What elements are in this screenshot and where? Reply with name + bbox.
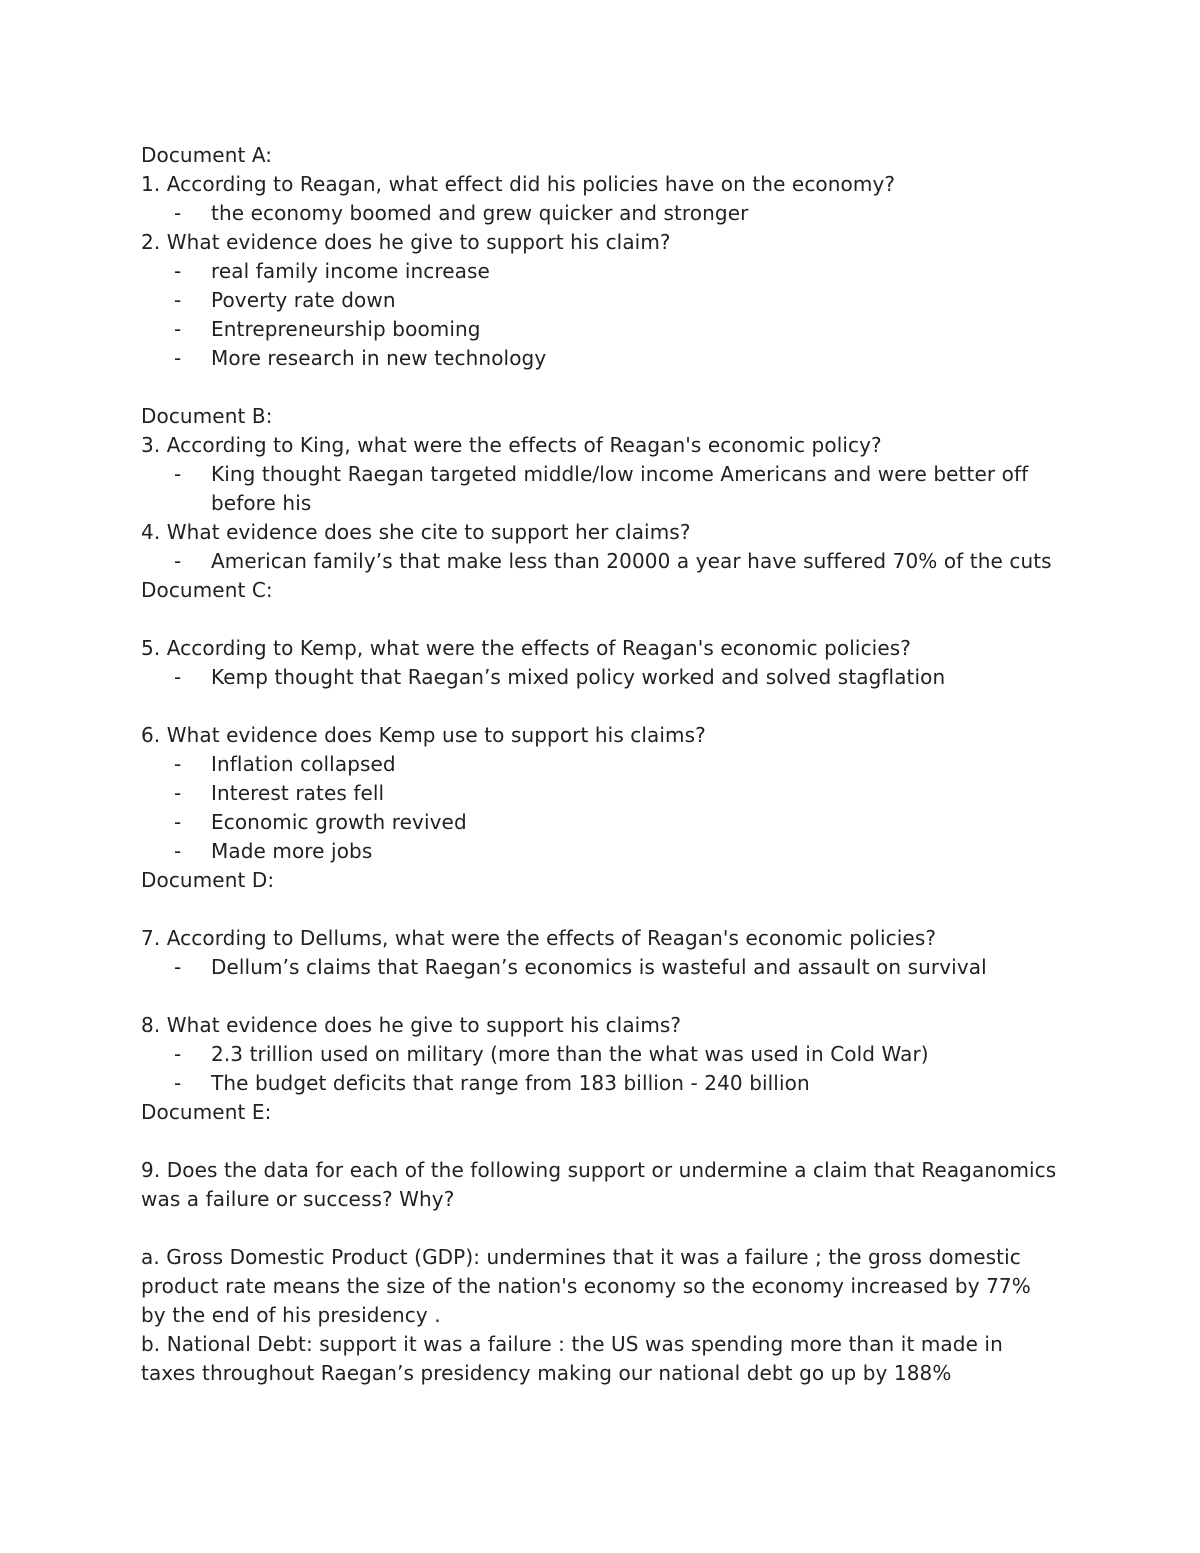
answer-item bbox=[141, 808, 1061, 837]
bullet-dash: - bbox=[174, 317, 182, 341]
answer-text: Kemp thought that Raegan’s mixed policy worked and solved stagflation bbox=[211, 665, 946, 689]
bullet-dash: - bbox=[174, 752, 182, 776]
answer-text: The budget deficits that range from 183 billion - 240 billion bbox=[211, 1071, 810, 1095]
answer-item bbox=[141, 344, 1061, 373]
answer-item bbox=[141, 837, 1061, 866]
answer-text: Inflation collapsed bbox=[211, 752, 396, 776]
question-3: 3. According to King, what were the effects of Reagan's economic policy? bbox=[141, 433, 882, 457]
question-9: 9. Does the data for each of the following support or undermine a claim that Reaganomics was a failure or success? Why? bbox=[141, 1158, 1057, 1211]
answer-text: real family income increase bbox=[211, 259, 490, 283]
section-header-d: Document D: bbox=[141, 868, 275, 892]
answer-item bbox=[141, 315, 1061, 344]
question-7: 7. According to Dellums, what were the effects of Reagan's economic policies? bbox=[141, 926, 937, 950]
answer-item bbox=[141, 460, 1061, 518]
blank-line bbox=[141, 982, 1061, 1011]
answer-item bbox=[141, 547, 1061, 576]
answer-item bbox=[141, 953, 1061, 982]
answer-national-debt: b. National Debt: support it was a failure : the US was spending more than it made in taxes throughout Raegan’s presidency making our national debt go up by 188% bbox=[141, 1332, 1003, 1385]
question-6: 6. What evidence does Kemp use to support his claims? bbox=[141, 723, 706, 747]
answer-item bbox=[141, 750, 1061, 779]
question-8: 8. What evidence does he give to support his claims? bbox=[141, 1013, 682, 1037]
answer-text: American family’s that make less than 20000 a year have suffered 70% of the cuts bbox=[211, 549, 1052, 573]
bullet-dash: - bbox=[174, 259, 182, 283]
answer-item bbox=[141, 257, 1061, 286]
answer-text: Economic growth revived bbox=[211, 810, 467, 834]
blank-line bbox=[141, 1214, 1061, 1243]
answer-text: King thought Raegan targeted middle/low income Americans and were better off before his bbox=[211, 462, 1029, 515]
section-header-b: Document B: bbox=[141, 404, 273, 428]
blank-line bbox=[141, 1127, 1061, 1156]
blank-line bbox=[141, 605, 1061, 634]
answer-item bbox=[141, 779, 1061, 808]
answer-item bbox=[141, 286, 1061, 315]
bullet-dash: - bbox=[174, 810, 182, 834]
question-1: 1. According to Reagan, what effect did his policies have on the economy? bbox=[141, 172, 896, 196]
section-header-c: Document C: bbox=[141, 578, 273, 602]
answer-text: Entrepreneurship booming bbox=[211, 317, 481, 341]
answer-item bbox=[141, 1040, 1061, 1069]
answer-text: Dellum’s claims that Raegan’s economics is wasteful and assault on survival bbox=[211, 955, 987, 979]
answer-text: the economy boomed and grew quicker and stronger bbox=[211, 201, 749, 225]
bullet-dash: - bbox=[174, 955, 182, 979]
bullet-dash: - bbox=[174, 1042, 182, 1066]
answer-gdp: a. Gross Domestic Product (GDP): undermines that it was a failure ; the gross domestic product rate means the size of the nation's economy so the economy increased by 77% by the end of his presidency . bbox=[141, 1245, 1031, 1327]
blank-line bbox=[141, 692, 1061, 721]
question-5: 5. According to Kemp, what were the effects of Reagan's economic policies? bbox=[141, 636, 911, 660]
bullet-dash: - bbox=[174, 839, 182, 863]
answer-text: More research in new technology bbox=[211, 346, 547, 370]
bullet-dash: - bbox=[174, 201, 182, 225]
blank-line bbox=[141, 895, 1061, 924]
question-4: 4. What evidence does she cite to support her claims? bbox=[141, 520, 691, 544]
answer-item bbox=[141, 1069, 1061, 1098]
bullet-dash: - bbox=[174, 781, 182, 805]
bullet-dash: - bbox=[174, 462, 182, 486]
document-body bbox=[141, 141, 1061, 1388]
question-2: 2. What evidence does he give to support his claim? bbox=[141, 230, 671, 254]
answer-text: Interest rates fell bbox=[211, 781, 385, 805]
bullet-dash: - bbox=[174, 549, 182, 573]
section-header-e: Document E: bbox=[141, 1100, 272, 1124]
bullet-dash: - bbox=[174, 1071, 182, 1095]
answer-text: Made more jobs bbox=[211, 839, 373, 863]
blank-line bbox=[141, 373, 1061, 402]
answer-item bbox=[141, 663, 1061, 692]
bullet-dash: - bbox=[174, 346, 182, 370]
answer-item bbox=[141, 199, 1061, 228]
bullet-dash: - bbox=[174, 288, 182, 312]
answer-text: 2.3 trillion used on military (more than the what was used in Cold War) bbox=[211, 1042, 929, 1066]
bullet-dash: - bbox=[174, 665, 182, 689]
answer-text: Poverty rate down bbox=[211, 288, 396, 312]
section-header-a: Document A: bbox=[141, 143, 273, 167]
